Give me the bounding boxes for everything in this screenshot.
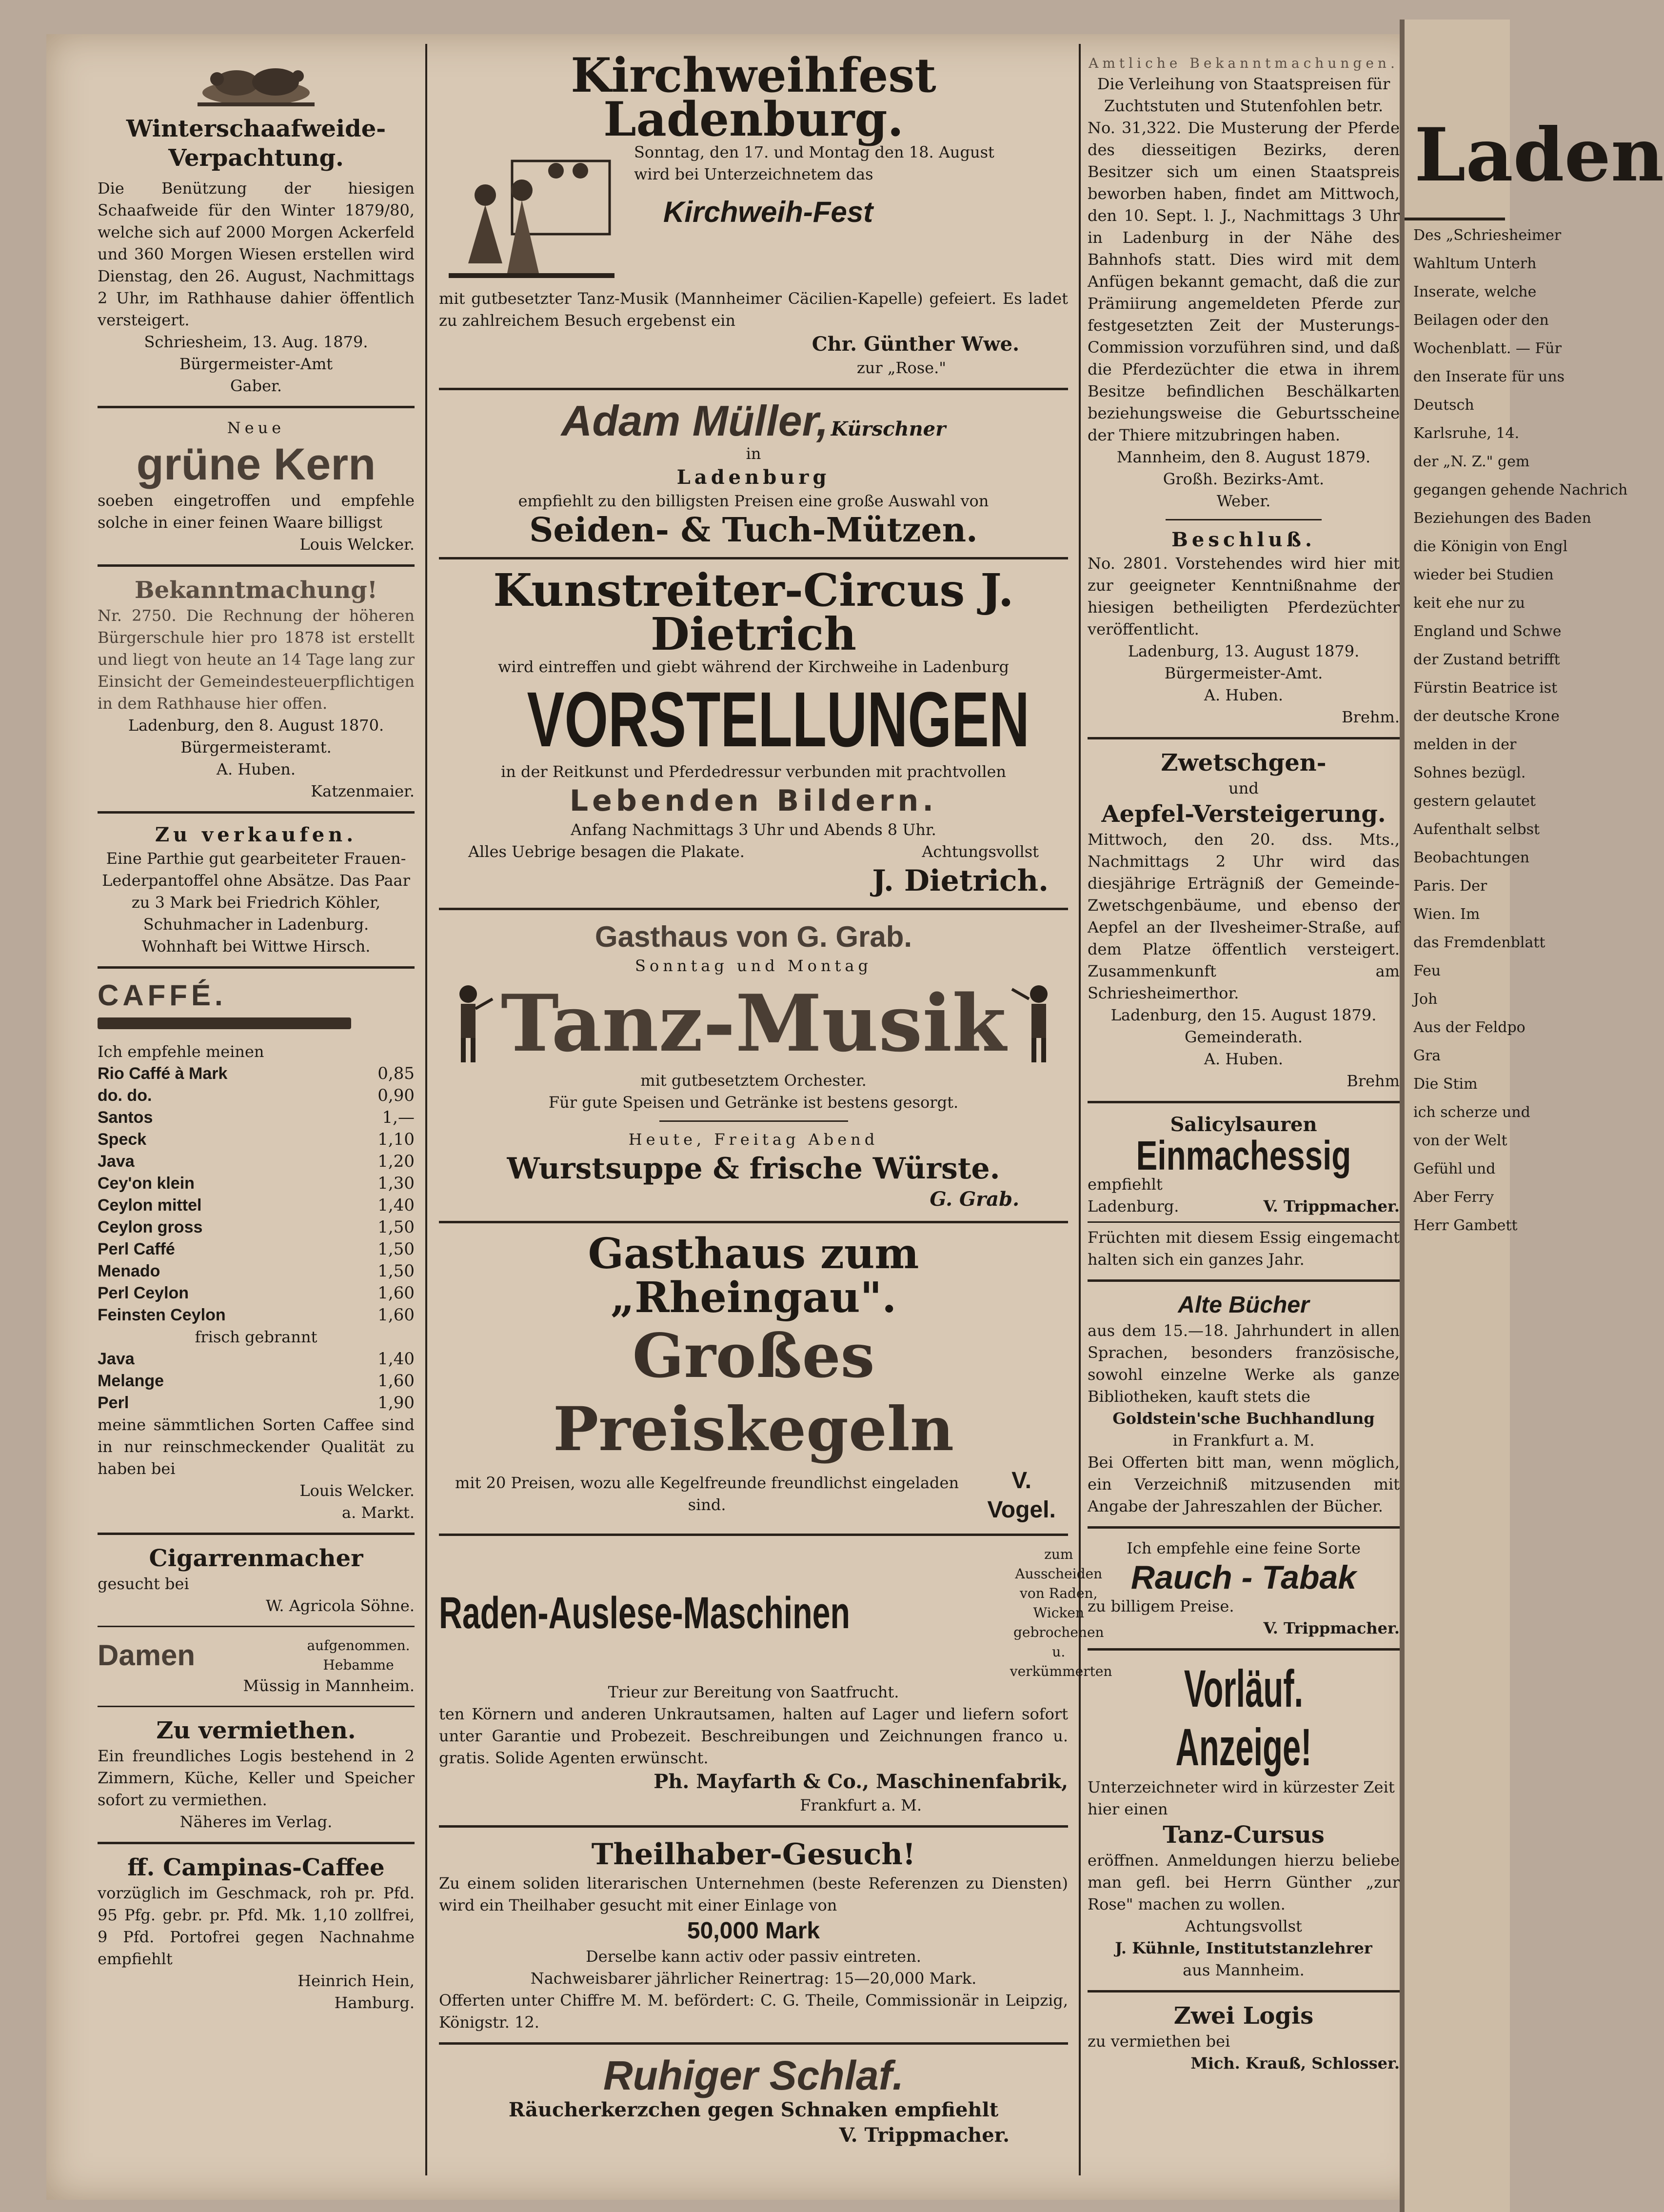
ad-office: Gemeinderath. bbox=[1184, 1028, 1303, 1046]
separator bbox=[98, 966, 415, 969]
ad-anzeige bbox=[1088, 1659, 1400, 1981]
ad-signature: Weber. bbox=[1216, 492, 1271, 510]
price-row bbox=[98, 1107, 415, 1129]
adjacent-page-line: gestern gelautet bbox=[1413, 793, 1536, 810]
price-row bbox=[98, 1063, 415, 1085]
ad-body: empfiehlt bbox=[1088, 1175, 1163, 1194]
ad-address: a. Markt. bbox=[342, 1503, 415, 1522]
ad-signature: W. Agricola Söhne. bbox=[266, 1596, 415, 1615]
ad-zu-verkaufen bbox=[98, 822, 415, 957]
adjacent-page-line: Aber Ferry bbox=[1413, 1189, 1494, 1206]
ad-line: und bbox=[1228, 779, 1259, 797]
ad-regards: Achtungsvollst bbox=[922, 842, 1039, 861]
adjacent-page-line: Deutsch bbox=[1413, 397, 1474, 414]
ad-place-date: Ladenburg, den 15. August 1879. bbox=[1110, 1006, 1377, 1024]
price-item-price: 0,90 bbox=[377, 1086, 415, 1105]
separator bbox=[439, 1825, 1068, 1828]
ad-body: Nr. 2750. Die Rechnung der höheren Bürgerschule hier pro 1878 ist erstellt und liegt von heute an 14 Tage lang zur Einsicht der Gemeindesteuerpflichtigen in dem Rathhause hier offen. bbox=[98, 606, 415, 713]
ad-body: aus dem 15.—18. Jahrhundert in allen Sprachen, besonders französische, sowohl einzelne Werke als ganze Bibliotheken, kauft stets die bbox=[1088, 1321, 1400, 1406]
ad-side-text: aufgenommen. Hebamme bbox=[307, 1637, 410, 1673]
ad-signature: Gaber. bbox=[230, 377, 282, 395]
separator bbox=[1088, 1526, 1400, 1529]
ad-signature: Chr. Günther Wwe. bbox=[812, 333, 1019, 356]
price-item-name: do. do. bbox=[98, 1086, 152, 1105]
price-item-price: 1,40 bbox=[377, 1349, 415, 1369]
adjacent-page-line: Sohnes bezügl. bbox=[1413, 764, 1526, 781]
price-row bbox=[98, 1085, 415, 1107]
ad-body: Ein freundliches Logis bestehend in 2 Zimmern, Küche, Keller und Speicher sofort zu vermiethen. bbox=[98, 1747, 415, 1809]
ad-place-date: Ladenburg, 13. August 1879. bbox=[1128, 642, 1360, 660]
ad-caffe bbox=[98, 977, 415, 1524]
ad-kicker: Neue bbox=[227, 418, 285, 437]
price-item-price: 1,40 bbox=[377, 1196, 415, 1215]
price-row bbox=[98, 1195, 415, 1216]
ad-city: Frankfurt a. M. bbox=[800, 1796, 922, 1814]
ad-signature: Louis Welcker. bbox=[299, 535, 415, 554]
ad-zwetschgen bbox=[1088, 748, 1400, 1092]
ad-signature: J. Dietrich. bbox=[872, 864, 1049, 898]
ad-company: Ph. Mayfarth & Co., Maschinenfabrik, bbox=[654, 1770, 1068, 1793]
ad-raden bbox=[439, 1545, 1112, 1816]
ad-signature: A. Huben. bbox=[216, 760, 296, 778]
price-row bbox=[98, 1304, 415, 1326]
adjacent-page-line: gegangen gehende Nachrich bbox=[1413, 481, 1628, 498]
ad-line: mit 20 Preisen, wozu alle Kegelfreunde freundlichst eingeladen sind. bbox=[455, 1474, 959, 1514]
ad-note: Bei Offerten bitt man, wenn möglich, ein Verzeichniß mitzusenden mit Angabe der Jahreszahlen der Bücher. bbox=[1088, 1453, 1400, 1515]
ad-headline: Tanz-Cursus bbox=[1163, 1821, 1325, 1849]
price-item-name: Menado bbox=[98, 1262, 160, 1280]
ad-title: ff. Campinas-Caffee bbox=[127, 1854, 385, 1881]
adjacent-page-line: Beilagen oder den bbox=[1413, 312, 1549, 329]
ad-title: Alte Bücher bbox=[1178, 1292, 1309, 1318]
adjacent-page-line: keit ehe nur zu bbox=[1413, 595, 1525, 612]
separator bbox=[439, 908, 1068, 910]
price-item-name: Java bbox=[98, 1152, 135, 1171]
price-row bbox=[98, 1282, 415, 1304]
separator bbox=[439, 2042, 1068, 2045]
adjacent-page-line: Paris. Der bbox=[1413, 877, 1487, 895]
separator bbox=[1088, 1101, 1400, 1103]
ad-clerk: Brehm bbox=[1347, 1072, 1400, 1090]
adjacent-page-line: Aus der Feldpo bbox=[1413, 1019, 1525, 1036]
ad-title: Einmachessig bbox=[1136, 1133, 1351, 1178]
price-item-name: Rio Caffé à Mark bbox=[98, 1064, 228, 1083]
ad-product: Seiden- & Tuch-Mützen. bbox=[529, 511, 978, 550]
ad-damen bbox=[98, 1636, 415, 1675]
separator bbox=[1088, 737, 1400, 739]
price-item-price: 1,60 bbox=[377, 1305, 415, 1325]
price-row bbox=[98, 1370, 415, 1392]
adjacent-page-line: von der Welt bbox=[1413, 1132, 1507, 1149]
ad-signature: Mich. Krauß, Schlosser. bbox=[1190, 2054, 1400, 2073]
adjacent-page-masthead: Laden bbox=[1414, 112, 1664, 198]
ad-city: Hamburg. bbox=[334, 1993, 415, 2012]
ad-note: Früchten mit diesem Essig eingemacht halten sich ein ganzes Jahr. bbox=[1088, 1228, 1400, 1269]
price-list-subhead: frisch gebrannt bbox=[195, 1328, 317, 1346]
middle-column bbox=[439, 48, 1112, 2148]
ad-place-date: Schriesheim, 13. Aug. 1879. bbox=[144, 333, 368, 351]
price-item-name: Perl bbox=[98, 1394, 129, 1412]
separator bbox=[1166, 519, 1322, 520]
adjacent-page-line: der deutsche Krone bbox=[1413, 708, 1560, 725]
ad-amount: 50,000 Mark bbox=[687, 1918, 820, 1944]
ad-title: Kunstreiter-Circus J. Dietrich bbox=[493, 564, 1014, 660]
adjacent-page-line: Gra bbox=[1413, 1047, 1441, 1064]
ad-note: Näheres im Verlag. bbox=[179, 1813, 333, 1831]
price-item-price: 1,90 bbox=[377, 1393, 415, 1413]
ad-title: Aepfel-Versteigerung. bbox=[1101, 800, 1386, 828]
adjacent-page-line: den Inserate für uns bbox=[1413, 368, 1565, 385]
ad-side-text: zum Ausscheiden von Raden, Wicken gebrochenen u. verkümmerten bbox=[1010, 1546, 1112, 1679]
ad-company: Goldstein'sche Buchhandlung bbox=[1112, 1409, 1375, 1428]
price-item-name: Feinsten Ceylon bbox=[98, 1306, 226, 1324]
ad-signature: Müssig in Mannheim. bbox=[243, 1676, 415, 1695]
price-row bbox=[98, 1216, 415, 1238]
ad-schaafweide bbox=[98, 54, 415, 397]
ad-title: Vorläuf. Anzeige! bbox=[1175, 1659, 1312, 1776]
ad-intro: Ich empfehle eine feine Sorte bbox=[1127, 1539, 1361, 1557]
separator bbox=[98, 811, 415, 814]
adjacent-page-line: Feu bbox=[1413, 962, 1441, 979]
ad-line: Nachweisbarer jährlicher Reinertrag: 15—20,000 Mark. bbox=[530, 1969, 977, 1988]
adjacent-page-rule bbox=[1405, 218, 1505, 220]
ad-city: aus Mannheim. bbox=[1183, 1961, 1305, 1979]
adjacent-page-line: melden in der bbox=[1413, 736, 1517, 753]
adjacent-page-line: die Königin von Engl bbox=[1413, 538, 1568, 555]
ad-kirchweih bbox=[439, 48, 1068, 379]
ad-title: Zwei Logis bbox=[1173, 2002, 1314, 2030]
ad-logis bbox=[1088, 2001, 1400, 2074]
ad-line: wird eintreffen und giebt während der Kirchweihe in Ladenburg bbox=[498, 658, 1009, 676]
price-item-name: Melange bbox=[98, 1372, 164, 1390]
ad-intro: Ich empfehle meinen bbox=[98, 1042, 264, 1061]
ad-theilhaber bbox=[439, 1836, 1068, 2033]
price-item-price: 1,50 bbox=[377, 1239, 415, 1259]
price-item-price: 1,50 bbox=[377, 1217, 415, 1237]
ad-title: Bekanntmachung! bbox=[135, 577, 377, 604]
ad-office: Bürgermeister-Amt. bbox=[1164, 664, 1323, 682]
ad-body: vorzüglich im Geschmack, roh pr. Pfd. 95 Pfg. gebr. pr. Pfd. Mk. 1,10 zollfrei, 9 Pfd. Portofrei gegen Nachnahme empfiehlt bbox=[98, 1884, 415, 1968]
ad-bekanntmachung bbox=[98, 576, 415, 802]
ad-title: Cigarrenmacher bbox=[149, 1545, 363, 1572]
ad-essig bbox=[1088, 1112, 1400, 1271]
ad-line: Sonntag, den 17. und Montag den 18. August bbox=[634, 143, 994, 161]
ad-body: meine sämmtlichen Sorten Caffee sind in nur reinschmeckender Qualität zu haben bei bbox=[98, 1415, 415, 1478]
adjacent-page-line: Karlsruhe, 14. bbox=[1413, 425, 1520, 442]
ad-title: Damen bbox=[98, 1639, 196, 1672]
ad-place-date: Mannheim, den 8. August 1879. bbox=[1116, 448, 1371, 466]
adjacent-page-line: Joh bbox=[1413, 991, 1438, 1008]
ad-body: zu vermiethen bei bbox=[1088, 2032, 1230, 2051]
ad-body: Unterzeichneter wird in kürzester Zeit hier einen bbox=[1088, 1778, 1395, 1818]
decorative-bar bbox=[98, 1017, 351, 1029]
dancing-couple-illustration-icon bbox=[439, 141, 624, 288]
price-item-price: 1,50 bbox=[377, 1261, 415, 1281]
price-item-price: 0,85 bbox=[377, 1064, 415, 1083]
ad-title: Zu verkaufen. bbox=[155, 823, 357, 846]
ad-address: Wohnhaft bei Wittwe Hirsch. bbox=[141, 937, 371, 956]
ad-subheadline: Wurstsuppe & frische Würste. bbox=[507, 1152, 1000, 1186]
ad-circus bbox=[439, 564, 1068, 899]
price-item-price: 1,60 bbox=[377, 1283, 415, 1303]
fiddler-icon bbox=[439, 979, 497, 1067]
ad-body: empfiehlt zu den billigsten Preisen eine große Auswahl von bbox=[518, 492, 989, 510]
ad-body: Mittwoch, den 20. dss. Mts., Nachmittags 2 Uhr wird das diesjährige Erträgniß der Gemeinde-Zwetschgenbäume, und ebenso der Aepfel an der Ilvesheimer-Straße, auf dem Platze öffentlich versteigert. Zusammenkunft am Schriesheimerthor. bbox=[1088, 830, 1400, 1002]
ad-place-date: Ladenburg, den 8. August 1870. bbox=[128, 716, 384, 735]
ad-beschluss bbox=[1088, 527, 1400, 728]
ad-title: Gasthaus zum „Rheingau". bbox=[588, 1229, 919, 1322]
ad-title: Die Verleihung von Staatspreisen für Zuchtstuten und Stutenfohlen betr. bbox=[1097, 75, 1390, 115]
ad-vermiethen bbox=[98, 1716, 415, 1833]
ad-grab bbox=[439, 919, 1068, 1212]
ad-title: Rauch - Tabak bbox=[1130, 1559, 1357, 1596]
ad-title: Kirchweihfest Ladenburg. bbox=[571, 48, 936, 147]
adjacent-page-line: Beziehungen des Baden bbox=[1413, 510, 1591, 527]
ad-signature: Louis Welcker. bbox=[299, 1481, 415, 1500]
price-row bbox=[98, 1392, 415, 1414]
separator bbox=[98, 1706, 415, 1707]
separator bbox=[439, 388, 1068, 390]
ad-title: Gasthaus von G. Grab. bbox=[594, 920, 912, 953]
separator bbox=[98, 1533, 415, 1535]
ad-schlaf bbox=[439, 2053, 1068, 2148]
ad-title: Zu vermiethen. bbox=[156, 1717, 356, 1744]
section-heading: Amtliche Bekanntmachungen. bbox=[1089, 55, 1399, 71]
ad-title: Zwetschgen- bbox=[1161, 749, 1327, 777]
ad-headline: Großes Preiskegeln bbox=[553, 1321, 954, 1465]
ad-body: gesucht bei bbox=[98, 1574, 189, 1593]
ad-line: Alles Uebrige besagen die Plakate. bbox=[468, 842, 745, 861]
price-item-price: 1,20 bbox=[377, 1152, 415, 1171]
right-column bbox=[1088, 54, 1400, 2074]
separator bbox=[439, 1221, 1068, 1223]
ad-headline: VORSTELLUNGEN bbox=[527, 676, 1030, 763]
adjacent-page-line: Die Stim bbox=[1413, 1076, 1478, 1093]
separator bbox=[1088, 1648, 1400, 1651]
price-list bbox=[98, 1063, 415, 1326]
ad-body: ten Körnern und anderen Unkrautsamen, halten auf Lager und liefern sofort unter Garantie und Probezeit. Beschreibungen und Zeichnungen franco u. gratis. Solide Agenten erwünscht. bbox=[439, 1705, 1068, 1767]
price-row bbox=[98, 1173, 415, 1195]
sheep-illustration-icon bbox=[188, 54, 324, 112]
adjacent-page-line: wieder bei Studien bbox=[1413, 566, 1554, 583]
adjacent-page-line: Gefühl und bbox=[1413, 1160, 1496, 1177]
price-list bbox=[98, 1348, 415, 1414]
price-item-name: Speck bbox=[98, 1130, 147, 1149]
ad-title: grüne Kern bbox=[136, 439, 376, 489]
separator bbox=[439, 1534, 1068, 1536]
ad-signature: V. Trippmacher. bbox=[1263, 1197, 1400, 1216]
ad-office: Großh. Bezirks-Amt. bbox=[1163, 470, 1325, 488]
adjacent-page-line: Wahltum Unterh bbox=[1413, 255, 1537, 272]
adjacent-page-line: Des „Schriesheimer bbox=[1413, 227, 1562, 244]
ad-office: Bürgermeister-Amt bbox=[179, 355, 333, 373]
ad-line: mit gutbesetztem Orchester. bbox=[640, 1071, 867, 1090]
price-item-price: 1,10 bbox=[377, 1130, 415, 1149]
price-row bbox=[98, 1348, 415, 1370]
ad-subtitle: Trieur zur Bereitung von Saatfrucht. bbox=[608, 1683, 899, 1701]
ad-subheadline: Lebenden Bildern. bbox=[569, 784, 938, 818]
ad-body: No. 31,322. Die Musterung der Pferde des diesseitigen Bezirks, deren Besitzer sich um einen Staatspreis beworben haben, findet am Mittwoch, den 10. Sept. l. J., Nachmittags 3 Uhr in Ladenburg in der Nähe des Bahnhofs statt. Dies wird mit dem Anfügen bekannt gemacht, daß die zur Prämiirung angemeldeten Pferde zur festgesetzten Zeit der Musterungs-Commission vorzuführen sind, und daß die Pferdezüchter die etwa in ihrem Besitze befindlichen Beschälkarten beziehungsweise die Geburtsscheine der Thiere mitzubringen haben. bbox=[1088, 119, 1400, 444]
adjacent-page-line: der Zustand betrifft bbox=[1413, 651, 1560, 668]
ad-office: Bürgermeisteramt. bbox=[180, 738, 332, 757]
left-column bbox=[98, 54, 415, 2014]
separator bbox=[659, 1120, 848, 1122]
price-item-name: Cey'on klein bbox=[98, 1174, 195, 1193]
price-item-price: 1,30 bbox=[377, 1174, 415, 1193]
adjacent-page-line: der „N. Z." gem bbox=[1413, 453, 1530, 470]
adjacent-page-edge bbox=[1400, 20, 1664, 2212]
ad-clerk: Brehm. bbox=[1342, 708, 1400, 726]
ad-line: Heute, Freitag Abend bbox=[628, 1130, 879, 1149]
separator bbox=[98, 406, 415, 408]
ad-cigarren bbox=[98, 1544, 415, 1617]
adjacent-page-line: Fürstin Beatrice ist bbox=[1413, 679, 1558, 697]
price-row bbox=[98, 1238, 415, 1260]
ad-clerk: Katzenmaier. bbox=[311, 782, 415, 800]
separator bbox=[1088, 1279, 1400, 1282]
ad-title: Verpachtung. bbox=[168, 144, 344, 172]
adjacent-page-line: Herr Gambett bbox=[1413, 1217, 1518, 1234]
ad-body: Die Benützung der hiesigen Schaafweide für den Winter 1879/80, welche sich auf 2000 Morgen Ackerfeld und 360 Morgen Wiesen erstellen wird Dienstag, den 26. August, Nachmittags 2 Uhr, im Rathhause dahier öffentlich versteigert. bbox=[98, 179, 415, 329]
price-item-price: 1,— bbox=[382, 1108, 415, 1127]
price-item-name: Java bbox=[98, 1350, 135, 1368]
ad-title: Beschluß. bbox=[1171, 528, 1316, 551]
ad-title: Winterschaafweide- bbox=[126, 115, 386, 142]
ad-signature: V. Trippmacher. bbox=[1263, 1619, 1400, 1637]
ad-title: CAFFÉ. bbox=[98, 979, 227, 1012]
ad-body: soeben eingetroffen und empfehle solche in einer feinen Waare billigst bbox=[98, 491, 415, 532]
ad-line: Derselbe kann activ oder passiv eintreten. bbox=[586, 1947, 921, 1966]
ad-body: zu billigem Preise. bbox=[1088, 1597, 1234, 1615]
ad-title: Theilhaber-Gesuch! bbox=[591, 1837, 916, 1872]
adjacent-page-line: Wochenblatt. — Für bbox=[1413, 340, 1562, 357]
ad-tabak bbox=[1088, 1537, 1400, 1639]
price-item-name: Ceylon gross bbox=[98, 1218, 203, 1236]
ad-body: eröffnen. Anmeldungen hierzu beliebe man gefl. bei Herrn Günther „zur Rose" machen zu wollen. bbox=[1088, 1851, 1400, 1913]
ad-signature: A. Huben. bbox=[1204, 1050, 1284, 1068]
ad-mueller bbox=[439, 399, 1068, 548]
ad-line: Sonntag und Montag bbox=[635, 957, 872, 975]
ad-campinas bbox=[98, 1853, 415, 2014]
adjacent-page-line: Wien. Im bbox=[1413, 906, 1480, 923]
ad-signature: Heinrich Hein, bbox=[297, 1972, 415, 1990]
ad-staatspreise bbox=[1088, 54, 1400, 512]
column-rule bbox=[425, 44, 427, 2175]
ad-city: Ladenburg bbox=[676, 466, 831, 489]
ad-headline: Tanz-Musik bbox=[500, 977, 1007, 1069]
ad-city: in Frankfurt a. M. bbox=[1172, 1431, 1315, 1450]
adjacent-page-line: das Fremdenblatt bbox=[1413, 934, 1545, 951]
ad-line: wird bei Unterzeichnetem das bbox=[634, 165, 873, 183]
adjacent-page-line: Inserate, welche bbox=[1413, 283, 1537, 300]
ad-address: zur „Rose." bbox=[856, 359, 946, 377]
separator bbox=[1088, 1990, 1400, 1993]
ad-title: Raden-Auslese-Maschinen bbox=[439, 1588, 850, 1638]
ad-line: Für gute Speisen und Getränke ist bestens gesorgt. bbox=[548, 1093, 959, 1112]
column-rule bbox=[1079, 44, 1081, 2175]
ad-trade: Kürschner bbox=[831, 418, 946, 440]
adjacent-page-line: ich scherze und bbox=[1413, 1104, 1530, 1121]
ad-body: Zu einem soliden literarischen Unternehmen (beste Referenzen zu Diensten) wird ein Theilhaber gesucht mit einer Einlage von bbox=[439, 1874, 1068, 1914]
price-row bbox=[98, 1151, 415, 1173]
ad-body: Eine Parthie gut gearbeiteter Frauen-Lederpantoffel ohne Absätze. Das Paar zu 3 Mark bei Friedrich Köhler, Schuhmacher in Ladenburg. bbox=[102, 849, 410, 934]
adjacent-page-line: Beobachtungen bbox=[1413, 849, 1530, 866]
separator bbox=[98, 1626, 415, 1627]
ad-body: mit gutbesetzter Tanz-Musik (Mannheimer Cäcilien-Kapelle) gefeiert. Es ladet zu zahlreichem Besuch ergebenst ein bbox=[439, 289, 1068, 330]
separator bbox=[98, 1842, 415, 1844]
separator bbox=[98, 564, 415, 567]
price-item-price: 1,60 bbox=[377, 1371, 415, 1391]
ad-kicker: Salicylsauren bbox=[1170, 1113, 1317, 1136]
ad-rheingau bbox=[439, 1229, 1068, 1525]
separator bbox=[1088, 1221, 1400, 1223]
ad-buecher bbox=[1088, 1291, 1400, 1517]
ad-title: Adam Müller, bbox=[561, 397, 829, 445]
ad-city: Ladenburg. bbox=[1088, 1197, 1179, 1216]
adjacent-page-line: Aufenthalt selbst bbox=[1413, 821, 1540, 838]
adjacent-page-text bbox=[1405, 222, 1628, 1239]
ad-signature: V. Vogel. bbox=[987, 1468, 1056, 1523]
price-row bbox=[98, 1129, 415, 1151]
ad-signature: V. Trippmacher. bbox=[839, 2124, 1010, 2147]
ad-title: Ruhiger Schlaf. bbox=[603, 2053, 904, 2098]
ad-regards: Achtungsvollst bbox=[1185, 1917, 1302, 1935]
separator bbox=[439, 557, 1068, 559]
ad-signature: A. Huben. bbox=[1204, 686, 1284, 704]
ad-event: Kirchweih-Fest bbox=[663, 196, 873, 228]
price-item-name: Ceylon mittel bbox=[98, 1196, 202, 1215]
ad-body: No. 2801. Vorstehendes wird hier mit zur geeigneter Kenntnißnahme der hiesigen betheiligten Pferdezüchter veröffentlicht. bbox=[1088, 554, 1400, 638]
ad-line: in bbox=[746, 444, 761, 463]
ad-line: in der Reitkunst und Pferdedressur verbunden mit prachtvollen bbox=[500, 762, 1007, 781]
price-item-name: Santos bbox=[98, 1108, 153, 1127]
ad-signature: G. Grab. bbox=[930, 1188, 1019, 1211]
adjacent-page-line: England und Schwe bbox=[1413, 623, 1562, 640]
ad-line: Anfang Nachmittags 3 Uhr und Abends 8 Uhr. bbox=[571, 820, 936, 839]
price-item-name: Perl Caffé bbox=[98, 1240, 175, 1258]
ad-signature: J. Kühnle, Institutstanzlehrer bbox=[1115, 1939, 1372, 1957]
ad-line: Offerten unter Chiffre M. M. befördert: C. G. Theile, Commissionär in Leipzig, Königstr. 12. bbox=[439, 1991, 1068, 2032]
ad-body: Räucherkerzchen gegen Schnaken empfiehlt bbox=[508, 2098, 999, 2121]
ad-gruene-kern bbox=[98, 417, 415, 556]
price-item-name: Perl Ceylon bbox=[98, 1284, 189, 1302]
price-row bbox=[98, 1260, 415, 1282]
trumpeter-icon bbox=[1010, 979, 1068, 1067]
